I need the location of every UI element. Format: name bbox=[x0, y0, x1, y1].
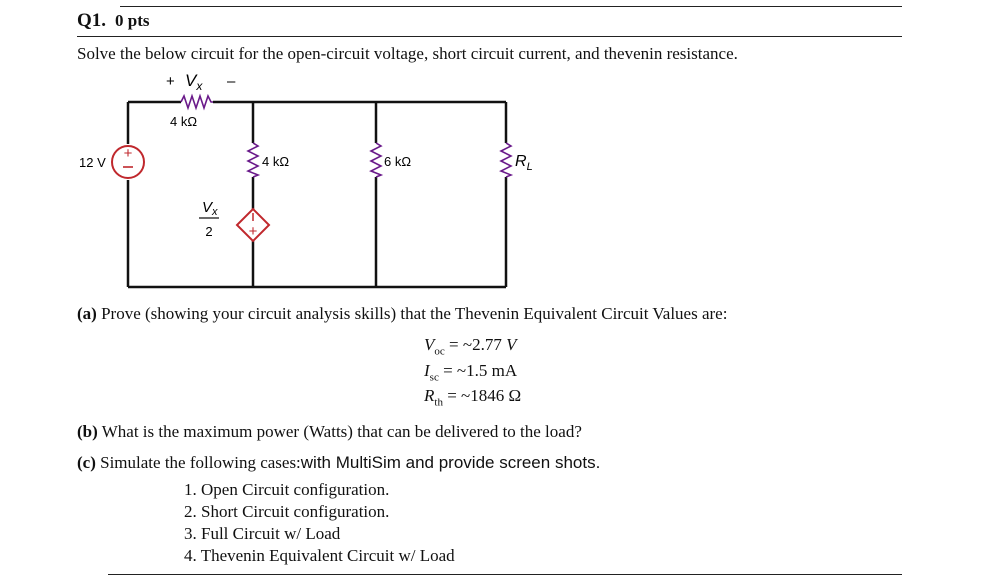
part-c-label: (c) bbox=[77, 453, 96, 472]
vx-label: $V_x$ bbox=[185, 71, 203, 93]
source-voltage-label: 12 V bbox=[79, 155, 106, 170]
rth-value: = ~1846 Ω bbox=[447, 386, 522, 405]
part-b bbox=[77, 422, 582, 442]
load-resistor bbox=[501, 143, 511, 177]
question-number: Q1. bbox=[77, 10, 107, 31]
question-points: 0 pts bbox=[115, 11, 150, 30]
shunt-resistor-1-label: 4 kΩ bbox=[262, 154, 290, 169]
series-resistor-label: 4 kΩ bbox=[170, 114, 198, 129]
fraction-denominator: 2 bbox=[205, 224, 213, 239]
list-item: 4. Thevenin Equivalent Circuit w/ Load bbox=[184, 546, 455, 565]
voc-unit: V bbox=[506, 335, 517, 354]
part-a-label: (a) bbox=[77, 304, 97, 323]
question-intro: Solve the below circuit for the open-circuit voltage, short circuit current, and thevenin resistance. bbox=[77, 44, 738, 63]
part-b-text: What is the maximum power (Watts) that can be delivered to the load? bbox=[101, 422, 582, 441]
equation-voc bbox=[424, 335, 516, 357]
voc-sub: oc bbox=[434, 345, 445, 358]
rth-sub: th bbox=[434, 396, 443, 409]
rth-symbol: R bbox=[424, 386, 435, 405]
isc-value: = ~1.5 mA bbox=[443, 361, 518, 380]
shunt-resistor-2 bbox=[371, 143, 381, 177]
part-c-text-sans: with MultiSim and provide screen shots. bbox=[300, 453, 601, 472]
series-resistor bbox=[181, 96, 213, 108]
part-a bbox=[77, 304, 727, 324]
voc-value: = ~2.77 bbox=[449, 335, 502, 354]
part-b-label: (b) bbox=[77, 422, 98, 441]
part-c bbox=[77, 453, 600, 473]
load-label: $R_L$ bbox=[515, 153, 533, 173]
vx-plus: + bbox=[166, 73, 175, 90]
vx-minus: – bbox=[227, 73, 236, 90]
voc-symbol: V bbox=[424, 335, 435, 354]
isc-sub: sc bbox=[429, 371, 439, 384]
part-c-text: Simulate the following cases: bbox=[100, 453, 301, 472]
list-item: 1. Open Circuit configuration. bbox=[184, 480, 390, 499]
bottom-rule bbox=[108, 574, 902, 575]
list-item: 2. Short Circuit configuration. bbox=[184, 502, 390, 521]
voltage-source-plus: + bbox=[123, 145, 133, 162]
dependent-source-plus: + bbox=[248, 223, 258, 240]
shunt-resistor-1 bbox=[248, 143, 258, 177]
equation-isc bbox=[424, 361, 517, 383]
part-a-text: Prove (showing your circuit analysis skills) that the Thevenin Equivalent Circuit Values are: bbox=[101, 304, 728, 323]
shunt-resistor-2-label: 6 kΩ bbox=[384, 154, 412, 169]
fraction-numerator: $V_x$ bbox=[202, 199, 218, 218]
equation-rth bbox=[424, 386, 521, 408]
list-item: 3. Full Circuit w/ Load bbox=[184, 524, 341, 543]
isc-symbol: I bbox=[424, 361, 430, 380]
